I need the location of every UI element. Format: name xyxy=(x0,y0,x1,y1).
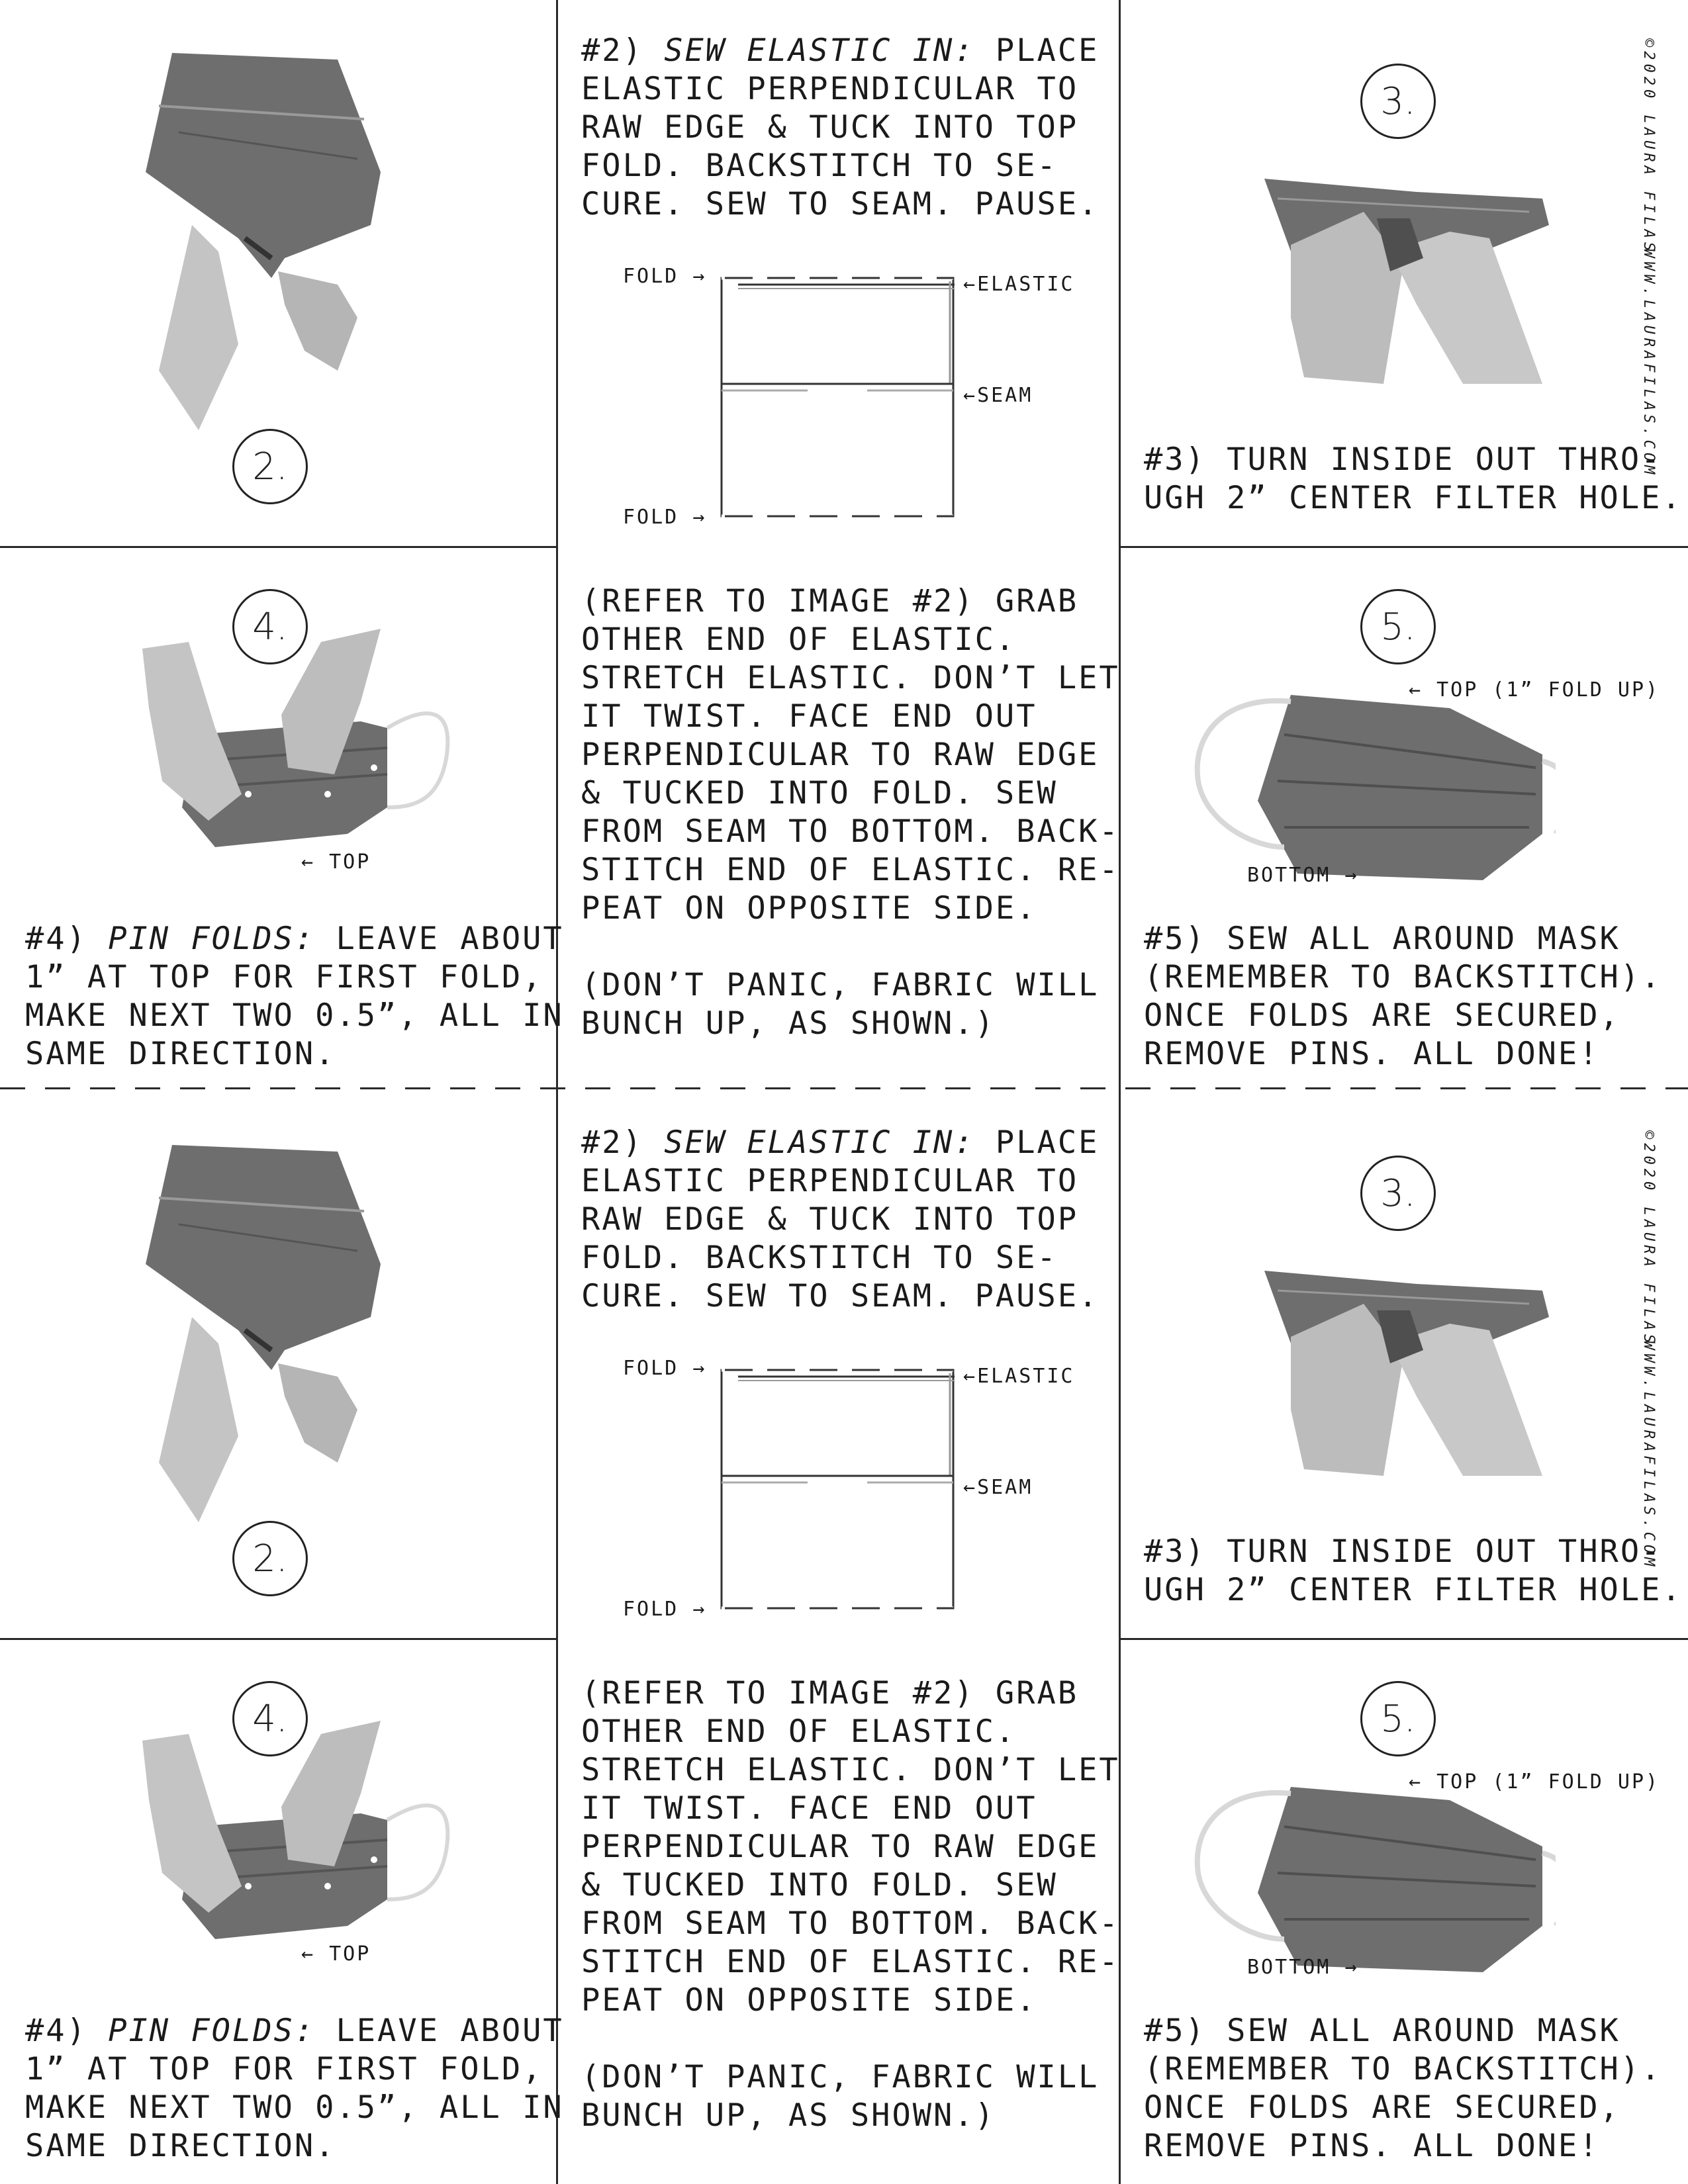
step4-title: PIN FOLDS: xyxy=(108,921,316,957)
step4-top-label: ← TOP xyxy=(301,850,371,874)
step4-photo xyxy=(136,629,453,880)
step3-instructions: #3) TURN INSIDE OUT THRO- UGH 2” CENTER FILTER HOLE. xyxy=(1144,441,1683,516)
step5-instructions: #5) SEW ALL AROUND MASK (REMEMBER TO BACKSTITCH). ONCE FOLDS ARE SECURED, REMOVE PINS. ALL DONE! xyxy=(1144,921,1662,1072)
diagram-fold-top-label: FOLD → xyxy=(623,1357,707,1380)
step3-instructions: #3) TURN INSIDE OUT THRO- UGH 2” CENTER FILTER HOLE. xyxy=(1144,1533,1683,1608)
step5-number: 5. xyxy=(1360,1681,1436,1756)
diagram-fold-bottom-label: FOLD → xyxy=(623,506,707,529)
website-credit: WWW.LAURAFILAS.COM xyxy=(1640,249,1657,478)
step4-instructions: #4) PIN FOLDS: LEAVE ABOUT 1” AT TOP FOR FIRST FOLD, MAKE NEXT TWO 0.5”, ALL IN SAME DIRECTION. xyxy=(25,2013,564,2164)
step2-number: 2. xyxy=(232,1521,308,1596)
copyright-credit: ©2020 LAURA FILAS xyxy=(1640,38,1657,255)
diagram-seam-label: ←SEAM xyxy=(963,1476,1033,1499)
step5-bottom-label: BOTTOM → xyxy=(1247,864,1359,887)
step4-number: 4. xyxy=(232,1681,308,1756)
step2-title: SEW ELASTIC IN: xyxy=(664,32,975,69)
row-divider xyxy=(0,546,556,548)
row-divider xyxy=(1119,1638,1688,1640)
cut-line xyxy=(0,1087,1688,1089)
step3-number: 3. xyxy=(1360,1156,1436,1231)
diagram-fold-top-label: FOLD → xyxy=(623,265,707,288)
row-divider xyxy=(1119,546,1688,548)
step2-photo xyxy=(119,40,397,430)
diagram-elastic-label: ←ELASTIC xyxy=(963,1365,1075,1388)
step5-bottom-label: BOTTOM → xyxy=(1247,1956,1359,1979)
step5-top-label: ← TOP (1” FOLD UP) xyxy=(1409,678,1660,702)
elastic-other-end-instructions: (REFER TO IMAGE #2) GRAB OTHER END OF ELASTIC. STRETCH ELASTIC. DON’T LET IT TWIST. FACE END OUT PERPENDICULAR TO RAW EDGE & TUCKED INTO FOLD. SEW FROM SEAM TO BOTTOM. BACK- STITCH END OF ELASTIC. RE- PEAT ON OPPOSITE SIDE. xyxy=(581,583,1120,927)
fabric-bunch-note: (DON’T PANIC, FABRIC WILL BUNCH UP, AS SHOWN.) xyxy=(581,2059,1100,2134)
fabric-bunch-note: (DON’T PANIC, FABRIC WILL BUNCH UP, AS SHOWN.) xyxy=(581,967,1100,1042)
copyright-credit: ©2020 LAURA FILAS xyxy=(1640,1130,1657,1347)
step2-instructions: #2) SEW ELASTIC IN: PLACE ELASTIC PERPENDICULAR TO RAW EDGE & TUCK INTO TOP FOLD. BACKSTITCH TO SE- CURE. SEW TO SEAM. PAUSE. xyxy=(581,32,1100,222)
step4-photo xyxy=(136,1721,453,1972)
elastic-other-end-instructions: (REFER TO IMAGE #2) GRAB OTHER END OF ELASTIC. STRETCH ELASTIC. DON’T LET IT TWIST. FACE END OUT PERPENDICULAR TO RAW EDGE & TUCKED INTO FOLD. SEW FROM SEAM TO BOTTOM. BACK- STITCH END OF ELASTIC. RE- PEAT ON OPPOSITE SIDE. xyxy=(581,1675,1120,2019)
step5-top-label: ← TOP (1” FOLD UP) xyxy=(1409,1770,1660,1794)
step2-title: SEW ELASTIC IN: xyxy=(664,1124,975,1161)
diagram-fold-bottom-label: FOLD → xyxy=(623,1598,707,1621)
step4-top-label: ← TOP xyxy=(301,1942,371,1966)
row-divider xyxy=(0,1638,556,1640)
step4-number: 4. xyxy=(232,589,308,664)
step2-photo xyxy=(119,1132,397,1522)
step5-photo xyxy=(1185,1774,1556,1985)
step3-number: 3. xyxy=(1360,64,1436,139)
step2-instructions: #2) SEW ELASTIC IN: PLACE ELASTIC PERPENDICULAR TO RAW EDGE & TUCK INTO TOP FOLD. BACKSTITCH TO SE- CURE. SEW TO SEAM. PAUSE. xyxy=(581,1124,1100,1314)
step5-number: 5. xyxy=(1360,589,1436,664)
diagram-seam-label: ←SEAM xyxy=(963,384,1033,407)
step2-number: 2. xyxy=(232,429,308,504)
diagram-elastic-label: ←ELASTIC xyxy=(963,273,1075,296)
step3-photo xyxy=(1251,1264,1556,1476)
step4-instructions: #4) PIN FOLDS: LEAVE ABOUT 1” AT TOP FOR FIRST FOLD, MAKE NEXT TWO 0.5”, ALL IN SAME DIRECTION. xyxy=(25,921,564,1072)
website-credit: WWW.LAURAFILAS.COM xyxy=(1640,1341,1657,1570)
step5-photo xyxy=(1185,682,1556,893)
step5-instructions: #5) SEW ALL AROUND MASK (REMEMBER TO BACKSTITCH). ONCE FOLDS ARE SECURED, REMOVE PINS. ALL DONE! xyxy=(1144,2013,1662,2164)
step3-photo xyxy=(1251,172,1556,384)
instruction-card-bottom xyxy=(0,1092,1688,2184)
step4-title: PIN FOLDS: xyxy=(108,2013,316,2049)
